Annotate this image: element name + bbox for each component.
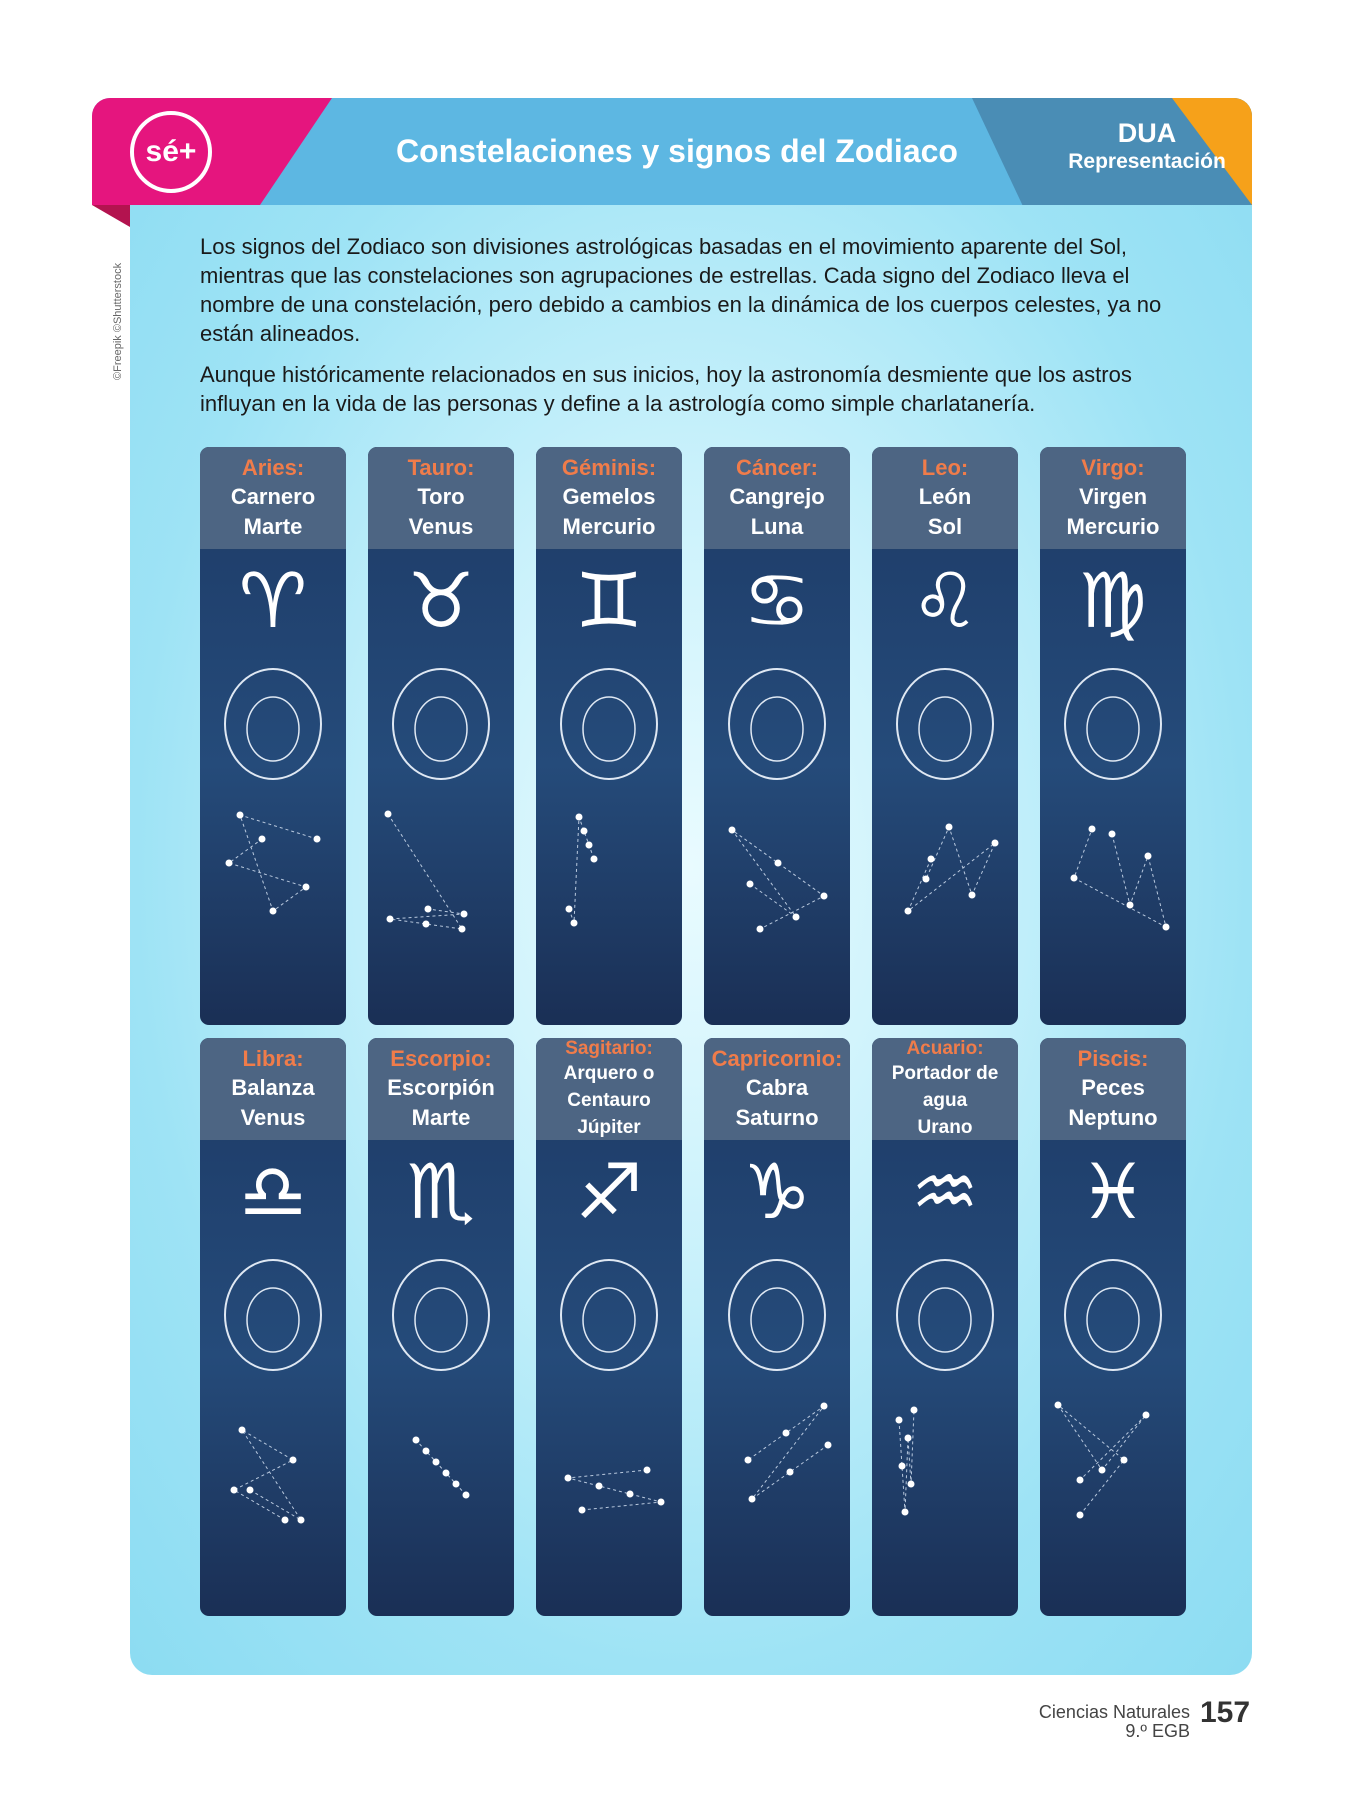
- zodiac-card-aries: [200, 447, 346, 1025]
- constellation-map-icon: [539, 1390, 679, 1540]
- zodiac-card-header: [704, 1038, 850, 1140]
- sign-meaning: Arquero o: [563, 1063, 655, 1084]
- constellation-map-icon: [1043, 1390, 1183, 1540]
- zodiac-card-piscis: [1040, 1038, 1186, 1616]
- sign-name: Capricornio:: [711, 1046, 843, 1071]
- sign-meaning: Cangrejo: [729, 484, 825, 509]
- sign-meaning: Virgen: [1078, 484, 1148, 509]
- sign-meaning-2: Centauro: [567, 1090, 651, 1111]
- sign-meaning: Peces: [1081, 1075, 1145, 1100]
- sign-planet: Mercurio: [562, 514, 656, 539]
- sign-meaning: Portador de: [891, 1063, 999, 1084]
- bull-icon: [376, 649, 506, 799]
- sign-name: Piscis:: [1077, 1046, 1149, 1071]
- zodiac-card-header: [368, 1038, 514, 1140]
- dua-badge: [1047, 118, 1247, 176]
- sign-name: Sagitario:: [565, 1038, 653, 1059]
- constellation-map-icon: [707, 1390, 847, 1540]
- constellation-map-icon: [875, 1390, 1015, 1540]
- sign-name: Leo:: [921, 455, 969, 480]
- constellation-map-icon: [203, 799, 343, 949]
- brand-logo: [130, 111, 212, 193]
- zodiac-card-acuario: [872, 1038, 1018, 1616]
- zodiac-symbol-icon: ♑: [742, 1147, 812, 1236]
- sign-planet: Saturno: [735, 1105, 819, 1130]
- zodiac-card-header: [536, 1038, 682, 1140]
- maiden-icon: [1048, 649, 1178, 799]
- intro-paragraph-1: Los signos del Zodiaco son divisiones astrológicas basadas en el movimiento aparente del Sol, mientras que las constelaciones son agrupaciones de estrellas. Cada signo del Zodiaco lleva el nombre de una constelación, pero debido a cambios en la dinámica de los cuerpos celestes, ya no están alineados.: [200, 234, 1162, 346]
- sign-meaning: Gemelos: [562, 484, 656, 509]
- ram-icon: [208, 649, 338, 799]
- constellation-map-icon: [371, 1390, 511, 1540]
- image-credit: ©Freepik ©Shutterstock: [112, 262, 124, 380]
- sign-name: Aries:: [241, 455, 305, 480]
- sign-meaning: Escorpión: [387, 1075, 495, 1100]
- zodiac-card-header: [704, 447, 850, 549]
- zodiac-card-cancer: [704, 447, 850, 1025]
- page-header: [92, 98, 1252, 205]
- zodiac-symbol-icon: ♒: [910, 1147, 980, 1236]
- zodiac-symbol-icon: ♍: [1078, 556, 1148, 645]
- sign-meaning: Carnero: [230, 484, 316, 509]
- zodiac-symbol-icon: ♈: [238, 556, 308, 645]
- constellation-map-icon: [371, 799, 511, 949]
- header-tab-fold: [92, 205, 130, 227]
- zodiac-card-sagitario: [536, 1038, 682, 1616]
- intro-paragraph-2: Aunque históricamente relacionados en sus inicios, hoy la astronomía desmiente que los astros influyan en la vida de las personas y define a la astrología como simple charlatanería.: [200, 362, 1132, 416]
- sign-planet: Marte: [411, 1105, 471, 1130]
- constellation-map-icon: [875, 799, 1015, 949]
- lion-icon: [880, 649, 1010, 799]
- goat-icon: [712, 1240, 842, 1390]
- constellation-map-icon: [707, 799, 847, 949]
- logo-text: sé+: [145, 135, 197, 168]
- zodiac-symbol-icon: ♎: [238, 1147, 308, 1236]
- bow-and-arrow-icon: [544, 1240, 674, 1390]
- zodiac-symbol-icon: ♋: [742, 556, 812, 645]
- page-number: 157: [1200, 1696, 1251, 1729]
- sign-meaning: León: [918, 484, 972, 509]
- zodiac-card-header: [200, 1038, 346, 1140]
- sign-planet: Urano: [917, 1117, 973, 1138]
- sign-planet: Venus: [240, 1105, 306, 1130]
- scales-icon: [208, 1240, 338, 1390]
- twins-icon: [544, 649, 674, 799]
- sign-planet: Sol: [927, 514, 963, 539]
- zodiac-symbol-icon: ♉: [406, 556, 476, 645]
- zodiac-card-leo: [872, 447, 1018, 1025]
- sign-planet: Júpiter: [577, 1117, 641, 1138]
- sign-planet: Mercurio: [1066, 514, 1160, 539]
- sign-name: Cáncer:: [736, 455, 818, 480]
- page-title: Constelaciones y signos del Zodiaco: [396, 133, 958, 169]
- sign-name: Escorpio:: [390, 1046, 492, 1071]
- dua-subtitle: Representación: [1068, 150, 1226, 173]
- sign-planet: Marte: [243, 514, 303, 539]
- scorpion-icon: [376, 1240, 506, 1390]
- zodiac-card-header: [368, 447, 514, 549]
- footer-grade: 9.º EGB: [1125, 1721, 1190, 1741]
- water-bearer-icon: [880, 1240, 1010, 1390]
- constellation-map-icon: [1043, 799, 1183, 949]
- sign-meaning: Balanza: [231, 1075, 315, 1100]
- zodiac-card-capricornio: [704, 1038, 850, 1616]
- zodiac-symbol-icon: ♓: [1078, 1147, 1148, 1236]
- intro-text: [200, 232, 1200, 430]
- zodiac-card-header: [1040, 1038, 1186, 1140]
- sign-name: Libra:: [242, 1046, 304, 1071]
- sign-planet: Venus: [408, 514, 474, 539]
- zodiac-symbol-icon: ♊: [574, 556, 644, 645]
- sign-name: Tauro:: [407, 455, 475, 480]
- sign-name: Géminis:: [561, 455, 657, 480]
- footer-label: [900, 1703, 1190, 1741]
- zodiac-card-virgo: [1040, 447, 1186, 1025]
- sign-name: Virgo:: [1081, 455, 1145, 480]
- zodiac-card-geminis: [536, 447, 682, 1025]
- footer-subject: Ciencias Naturales: [1038, 1702, 1190, 1722]
- crab-icon: [712, 649, 842, 799]
- sign-planet: Neptuno: [1068, 1105, 1158, 1130]
- zodiac-symbol-icon: ♌: [910, 556, 980, 645]
- zodiac-symbol-icon: ♐: [574, 1147, 644, 1236]
- sign-meaning: Toro: [417, 484, 465, 509]
- sign-meaning: Cabra: [745, 1075, 809, 1100]
- zodiac-card-header: [1040, 447, 1186, 549]
- zodiac-card-tauro: [368, 447, 514, 1025]
- constellation-map-icon: [539, 799, 679, 949]
- sign-meaning-2: agua: [922, 1090, 968, 1111]
- fish-icon: [1048, 1240, 1178, 1390]
- dua-title: DUA: [1117, 118, 1177, 148]
- zodiac-card-header: [872, 1038, 1018, 1140]
- zodiac-card-header: [536, 447, 682, 549]
- zodiac-symbol-icon: ♏: [406, 1147, 476, 1236]
- constellation-map-icon: [203, 1390, 343, 1540]
- zodiac-card-header: [200, 447, 346, 549]
- zodiac-card-escorpio: [368, 1038, 514, 1616]
- zodiac-card-header: [872, 447, 1018, 549]
- sign-planet: Luna: [750, 514, 804, 539]
- sign-name: Acuario:: [906, 1038, 984, 1059]
- zodiac-card-libra: [200, 1038, 346, 1616]
